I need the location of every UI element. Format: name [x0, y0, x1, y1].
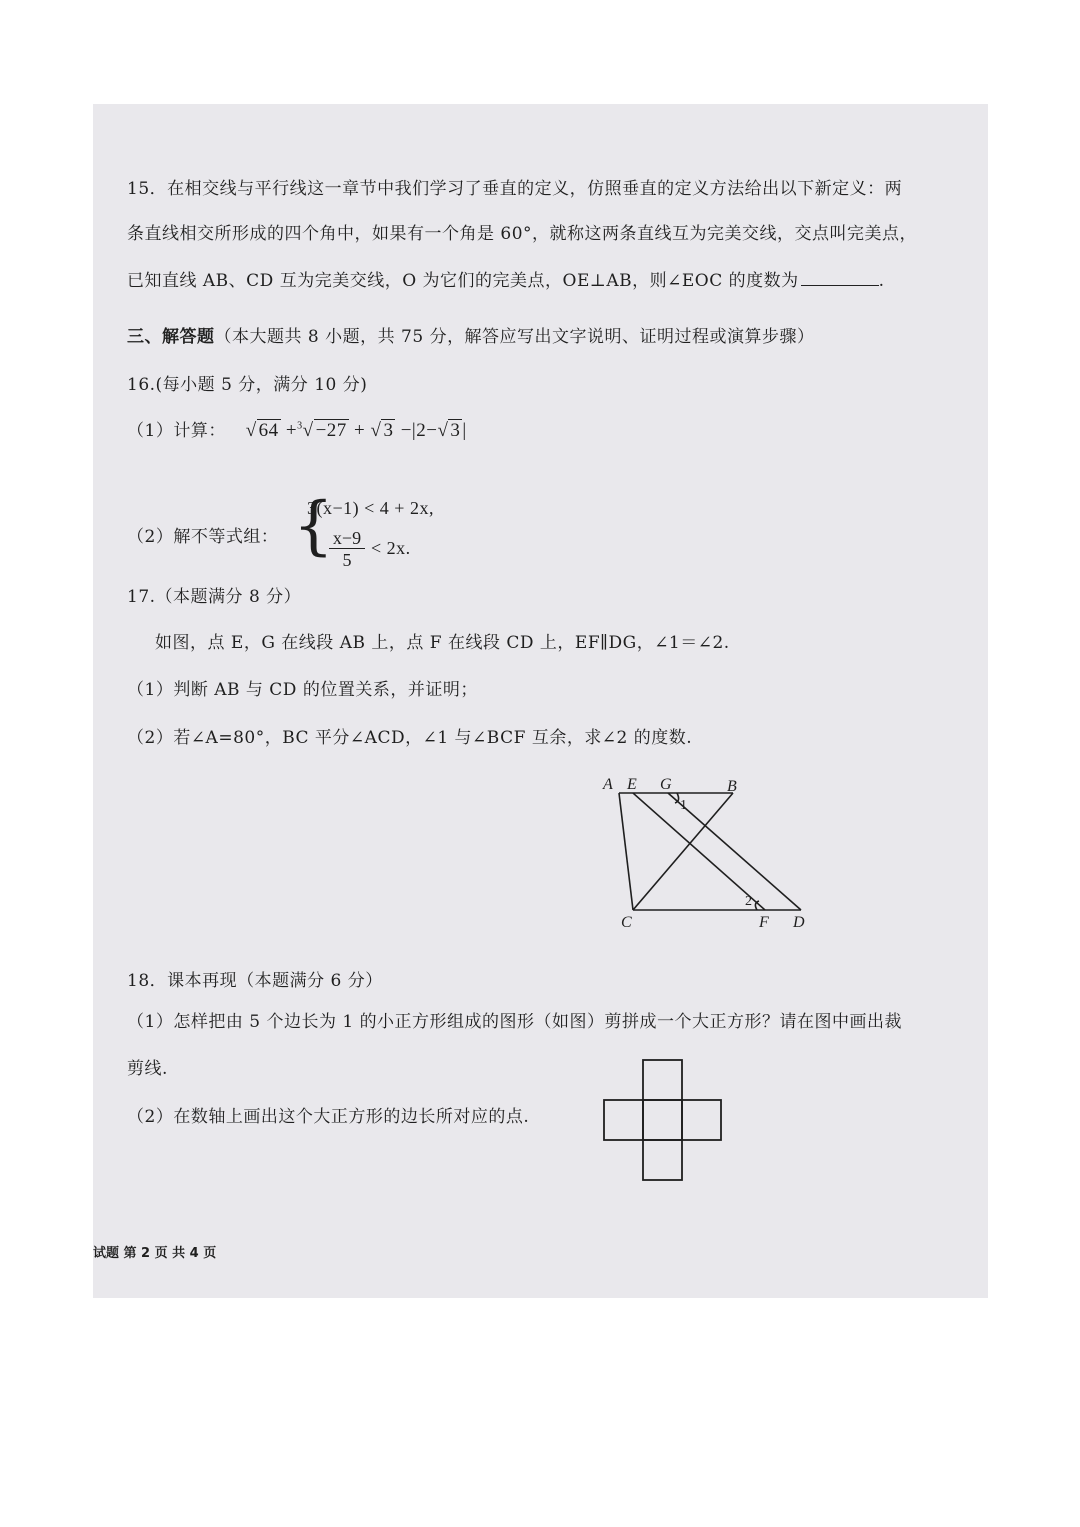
square-right — [682, 1100, 721, 1140]
q16-header: 16.(每小题 5 分，满分 10 分) — [127, 375, 368, 395]
q16-part2-label: （2）解不等式组： — [127, 527, 279, 547]
section3-heading — [127, 322, 815, 347]
q17-part2: （2）若∠A=80°，BC 平分∠ACD，∠1 与∠BCF 互余，求∠2 的度数. — [127, 728, 693, 748]
q18-part1-line2: 剪线. — [127, 1059, 168, 1079]
abs-close: | — [462, 420, 467, 441]
system-brace: { — [293, 489, 334, 563]
page-footer: 试题 第 2 页 共 4 页 — [93, 1246, 217, 1261]
segment-GD — [668, 793, 801, 910]
label-G: G — [660, 776, 672, 793]
q16-expression — [246, 420, 467, 441]
label-angle-1: 1 — [680, 798, 687, 813]
exam-page — [93, 104, 988, 1298]
sqrt-symbol: √ — [302, 420, 314, 441]
sqrt-symbol: √ — [437, 420, 449, 441]
label-D: D — [793, 914, 805, 931]
sqrt-arg-3: 3 — [383, 420, 394, 441]
label-B: B — [727, 778, 737, 795]
segment-EF — [633, 793, 765, 910]
fraction-denominator: 5 — [342, 550, 352, 570]
q15-line3-text: 已知直线 AB、CD 互为完美交线，O 为它们的完美点，OE⊥AB，则∠EOC 的度数为 — [127, 271, 799, 291]
square-top — [643, 1060, 682, 1100]
plus-sign: + — [285, 420, 298, 441]
inequality-2-rhs: < 2x. — [371, 538, 411, 558]
section3-title: 三、解答题 — [127, 327, 215, 347]
q15-line1: 15．在相交线与平行线这一章节中我们学习了垂直的定义，仿照垂直的定义方法给出以下新定义：两 — [127, 179, 903, 199]
label-F: F — [759, 914, 769, 931]
q18-part1-line1: （1）怎样把由 5 个边长为 1 的小正方形组成的图形（如图）剪拼成一个大正方形？请在图中画出裁 — [127, 1012, 903, 1032]
q17-stem: 如图，点 E，G 在线段 AB 上，点 F 在线段 CD 上，EF∥DG，∠1＝∠2. — [155, 633, 730, 653]
fraction-numerator: x−9 — [329, 528, 365, 549]
label-A: A — [603, 776, 613, 793]
sqrt-symbol: √ — [370, 420, 382, 441]
geometry-figure — [593, 769, 823, 934]
answer-blank — [801, 271, 879, 286]
cbrt-arg: −27 — [315, 420, 347, 441]
square-left — [604, 1100, 643, 1140]
q15-line3-end: . — [878, 271, 885, 291]
angle-1-arc — [675, 793, 679, 803]
q18-header: 18．课本再现（本题满分 6 分） — [127, 971, 383, 991]
q15-line2: 条直线相交所形成的四个角中，如果有一个角是 60°，就称这两条直线互为完美交线，交点叫完美点， — [127, 224, 918, 244]
cbrt-index: 3 — [297, 420, 303, 432]
sqrt-arg-64: 64 — [258, 420, 279, 441]
sqrt-arg-3b: 3 — [450, 420, 461, 441]
q16-part1-label: （1）计算： — [127, 421, 226, 441]
square-center — [643, 1100, 682, 1140]
angle-2-arc — [755, 901, 759, 910]
square-bottom — [643, 1140, 682, 1180]
sqrt-symbol: √ — [245, 420, 257, 441]
label-C: C — [621, 914, 632, 931]
segment-AC — [619, 793, 633, 910]
label-angle-2: 2 — [745, 894, 752, 909]
q17-header: 17.（本题满分 8 分） — [127, 587, 302, 607]
cross-figure — [603, 1059, 725, 1181]
q18-part2: （2）在数轴上画出这个大正方形的边长所对应的点. — [127, 1107, 530, 1127]
inequality-1: 3(x−1) < 4 + 2x, — [307, 498, 434, 518]
plus-sign: + — [354, 420, 366, 441]
q15-line3 — [127, 266, 885, 291]
section3-desc: （本大题共 8 小题，共 75 分，解答应写出文字说明、证明过程或演算步骤） — [214, 327, 815, 347]
q16-part1 — [127, 416, 467, 442]
q17-part1: （1）判断 AB 与 CD 的位置关系，并证明； — [127, 680, 478, 700]
inequality-2-fraction — [329, 528, 365, 571]
minus-abs: −|2− — [400, 420, 438, 441]
label-E: E — [627, 776, 637, 793]
